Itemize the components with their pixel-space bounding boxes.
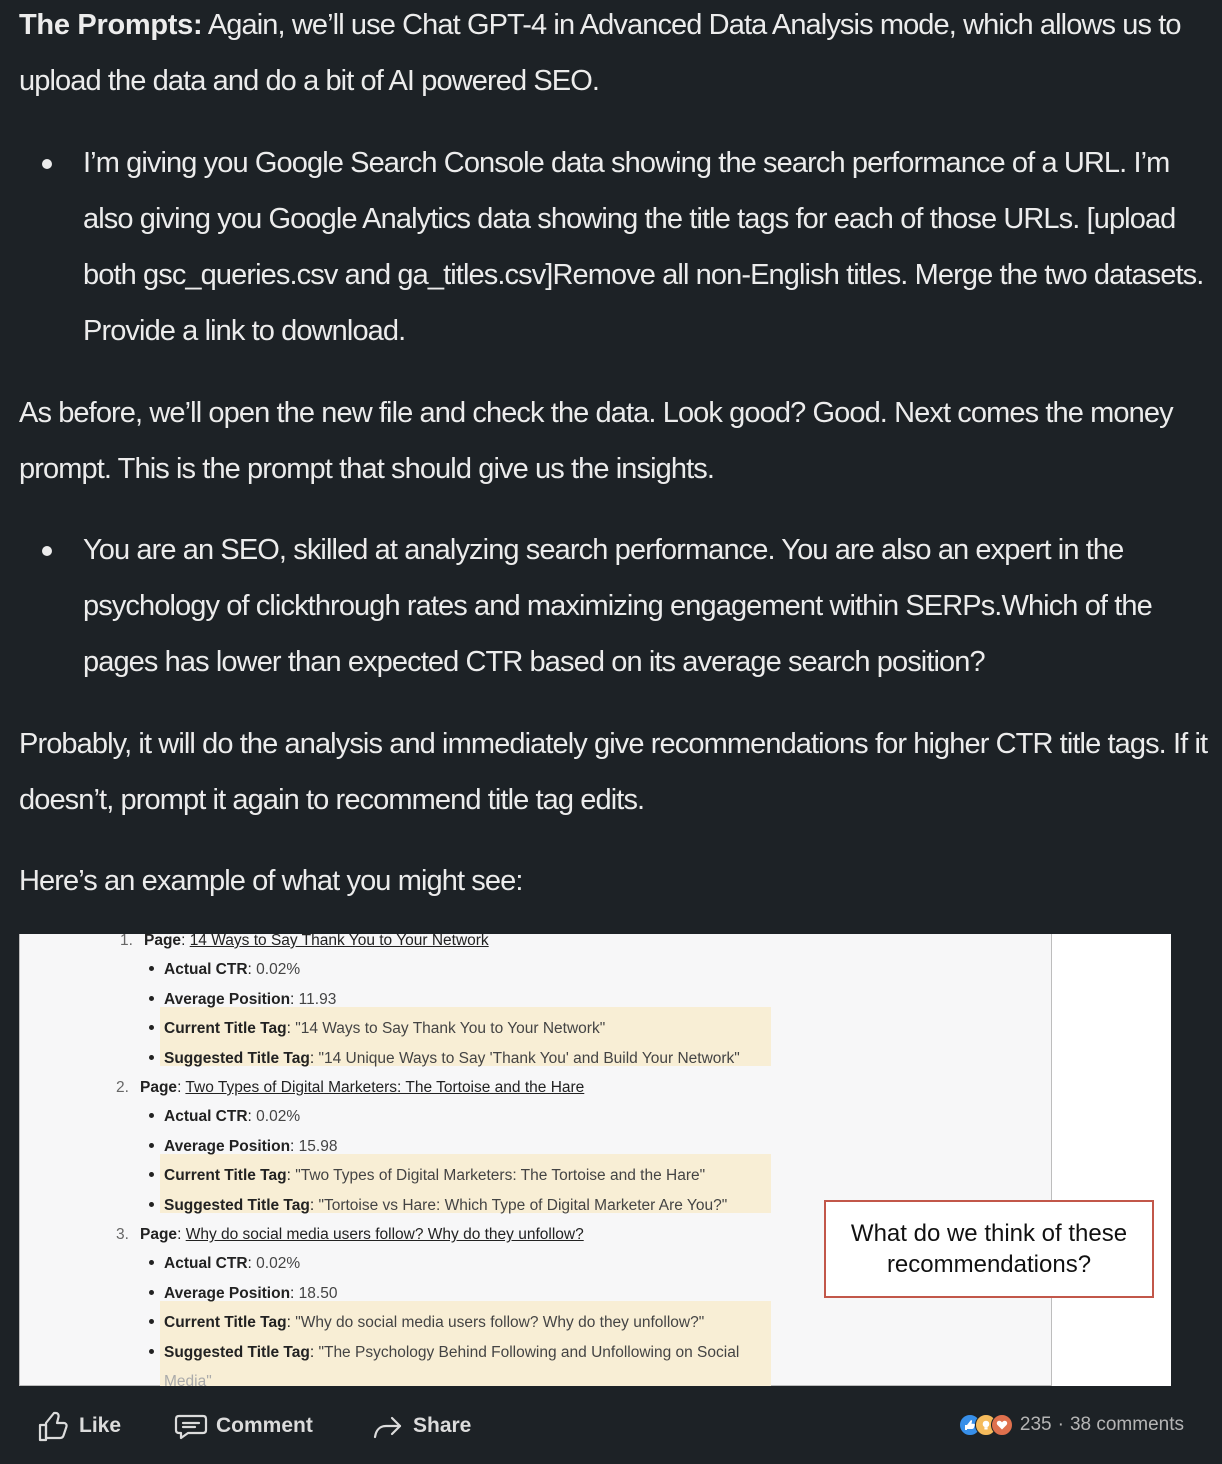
page-link[interactable]: Two Types of Digital Marketers: The Tortoise and the Hare [185, 1079, 585, 1097]
field-label: Average Position [164, 1284, 291, 1302]
share-arrow-icon [370, 1408, 406, 1444]
colon: : [286, 1314, 296, 1332]
reaction-count[interactable]: 235 [1019, 1414, 1052, 1435]
share-label: Share [413, 1414, 472, 1437]
callout-box: What do we think of these recommendations? [824, 1200, 1154, 1298]
colon: : [290, 990, 299, 1008]
field-value: 0.02% [256, 961, 301, 979]
average-position-row [116, 985, 740, 1014]
love-reaction-icon [991, 1414, 1013, 1436]
bullet-dot [149, 1025, 154, 1030]
field-label: Actual CTR [164, 1108, 248, 1126]
colon: : [181, 934, 190, 949]
like-label: Like [79, 1414, 122, 1437]
embedded-screenshot[interactable] [19, 934, 1171, 1386]
reaction-icons [959, 1414, 1013, 1436]
page-label: Page [144, 934, 182, 949]
field-value: "The Psychology Behind Following and Unfollowing on Social [318, 1343, 740, 1361]
field-label: Suggested Title Tag [164, 1196, 310, 1214]
colon: : [286, 1167, 296, 1185]
field-value: 0.02% [256, 1108, 301, 1126]
field-label: Suggested Title Tag [164, 1343, 310, 1361]
list-item [120, 934, 740, 955]
list-item [19, 135, 1209, 359]
field-value: "Why do social media users follow? Why do they unfollow?" [295, 1314, 705, 1332]
screenshot-document [19, 934, 1052, 1386]
comment-button[interactable] [173, 1408, 313, 1444]
thumbs-up-icon [36, 1408, 72, 1444]
prompts-text: Again, we’ll use Chat GPT-4 in Advanced Data Analysis mode, which allows us to upload the data and do a bit of AI powered SEO. [19, 9, 1181, 97]
item-number: 2. [116, 1079, 129, 1097]
action-bar [0, 1386, 1222, 1464]
bullet-dot [149, 1319, 154, 1324]
colon: : [290, 1137, 299, 1155]
comments-count[interactable]: 38 comments [1069, 1414, 1184, 1435]
field-label: Current Title Tag [164, 1167, 287, 1185]
page-label: Page [140, 1079, 178, 1097]
field-value: 0.02% [256, 1255, 301, 1273]
share-button[interactable] [370, 1408, 471, 1444]
colon: : [177, 1226, 186, 1244]
colon: : [247, 961, 257, 979]
actual-ctr-row [116, 955, 740, 984]
list-item [116, 1073, 740, 1102]
page-label: Page [140, 1226, 178, 1244]
bullet-dot [149, 1290, 154, 1295]
field-label: Actual CTR [164, 961, 248, 979]
bullet-text-2: You are an SEO, skilled at analyzing search performance. You are also an expert in the psychology of clickthrough rates and maximizing engagement within SERPs.Which of the pages has lower than expected CTR based on its average search position? [83, 534, 1152, 678]
bullet-dot [149, 1055, 154, 1060]
bullet-dot [42, 159, 52, 169]
current-title-row [116, 1161, 740, 1190]
current-title-row [116, 1014, 740, 1043]
like-button[interactable] [36, 1408, 121, 1444]
bullet-dot [149, 1349, 154, 1354]
bullet-dot [149, 1143, 154, 1148]
field-value: 11.93 [298, 990, 337, 1008]
recommendation-list [116, 934, 740, 1386]
field-value: "14 Ways to Say Thank You to Your Network" [295, 1020, 606, 1038]
bullet-dot [149, 996, 154, 1001]
page-link[interactable]: 14 Ways to Say Thank You to Your Network [189, 934, 489, 949]
colon: : [177, 1079, 186, 1097]
field-label: Average Position [164, 1137, 291, 1155]
paragraph-4: Here’s an example of what you might see: [19, 865, 523, 897]
field-value: "Tortoise vs Hare: Which Type of Digital Marketer Are You?" [318, 1196, 728, 1214]
list-item [19, 522, 1209, 690]
bullet-list-1 [19, 135, 1209, 359]
bullet-dot [42, 546, 52, 556]
suggested-title-row [116, 1338, 740, 1367]
colon: : [309, 1049, 319, 1067]
actual-ctr-row [116, 1102, 740, 1131]
bullet-dot [149, 1172, 154, 1177]
paragraph-prompts [19, 0, 1209, 109]
field-label: Current Title Tag [164, 1020, 287, 1038]
field-label: Average Position [164, 990, 291, 1008]
stats-separator: · [1057, 1414, 1064, 1435]
field-value: "Two Types of Digital Marketers: The Tortoise and the Hare" [295, 1167, 706, 1185]
average-position-row [116, 1132, 740, 1161]
suggested-title-continued [116, 1367, 740, 1386]
engagement-stats[interactable] [959, 1414, 1184, 1436]
item-number: 1. [120, 934, 133, 949]
colon: : [247, 1255, 257, 1273]
colon: : [247, 1108, 257, 1126]
field-label: Actual CTR [164, 1255, 248, 1273]
suggested-title-row [116, 1191, 740, 1220]
colon: : [309, 1343, 319, 1361]
item-number: 3. [116, 1226, 129, 1244]
average-position-row [116, 1279, 740, 1308]
colon: : [290, 1284, 299, 1302]
comment-icon [173, 1408, 209, 1444]
bullet-dot [149, 966, 154, 971]
page-link[interactable]: Why do social media users follow? Why do they unfollow? [185, 1226, 584, 1244]
bullet-dot [149, 1260, 154, 1265]
field-value: 15.98 [298, 1137, 338, 1155]
comment-label: Comment [216, 1414, 313, 1437]
paragraph-2: As before, we’ll open the new file and check the data. Look good? Good. Next comes the money prompt. This is the prompt that should give us the insights. [19, 397, 1173, 485]
bullet-list-2 [19, 522, 1209, 690]
field-label: Current Title Tag [164, 1314, 287, 1332]
prompts-label: The Prompts: [19, 9, 203, 41]
field-value: "14 Unique Ways to Say 'Thank You' and Build Your Network" [318, 1049, 740, 1067]
actual-ctr-row [116, 1249, 740, 1278]
field-label: Suggested Title Tag [164, 1049, 310, 1067]
field-value: 18.50 [298, 1284, 338, 1302]
current-title-row [116, 1308, 740, 1337]
paragraph-3: Probably, it will do the analysis and immediately give recommendations for higher CTR title tags. If it doesn’t, prompt it again to recommend title tag edits. [19, 728, 1208, 816]
field-value: Media" [164, 1373, 212, 1386]
list-item [116, 1220, 740, 1249]
bullet-dot [149, 1202, 154, 1207]
bullet-text-1: I’m giving you Google Search Console data showing the search performance of a URL. I’m also giving you Google Analytics data showing the title tags for each of those URLs. [upload both gsc_queries.csv and ga_titles.csv]Remove all non-English titles. Merge the two datasets. Provide a link to download. [83, 147, 1204, 347]
colon: : [309, 1196, 319, 1214]
bullet-dot [149, 1113, 154, 1118]
suggested-title-row [116, 1044, 740, 1073]
colon: : [286, 1020, 296, 1038]
